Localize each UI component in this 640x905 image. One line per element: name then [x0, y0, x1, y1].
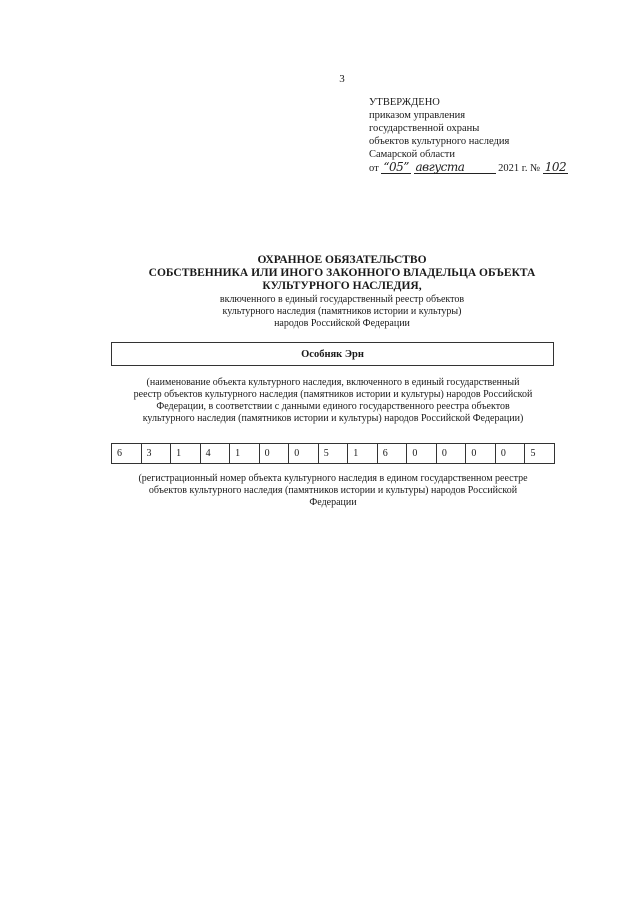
date-month-handwritten: августа [414, 161, 496, 174]
reg-digit-cell: 6 [112, 444, 142, 463]
subtitle-line: культурного наследия (памятников истории и культуры) [222, 306, 462, 317]
subtitle-line: народов Российской Федерации [274, 318, 410, 329]
order-number-handwritten: 102 [544, 160, 567, 174]
caption-line: (регистрационный номер объекта культурного наследия в едином государственном реестре [138, 473, 528, 484]
title-line: КУЛЬТУРНОГО НАСЛЕДИЯ, [262, 280, 422, 292]
reg-digit-cell: 1 [230, 444, 260, 463]
reg-digit-cell: 0 [496, 444, 526, 463]
approval-line: государственной охраны [369, 123, 480, 134]
caption-line: объектов культурного наследия (памятников истории и культуры) народов Российской [148, 485, 518, 496]
reg-digit-cell: 5 [319, 444, 349, 463]
date-day-handwritten: “05” [383, 160, 409, 174]
date-prefix: от [369, 163, 379, 174]
registration-number-caption [105, 473, 561, 509]
object-name-box [111, 342, 554, 366]
document-subtitle [0, 294, 640, 330]
page-number: 3 [339, 73, 345, 85]
reg-digit-cell: 0 [466, 444, 496, 463]
reg-digit-cell: 4 [201, 444, 231, 463]
approval-line: объектов культурного наследия [369, 136, 510, 147]
document-title [0, 254, 640, 293]
registration-number-grid [111, 443, 555, 464]
subtitle-line: включенного в единый государственный реестр объектов [219, 294, 465, 305]
approval-line: Самарской области [369, 149, 455, 160]
object-name-caption [105, 377, 561, 425]
caption-line: Федерации [309, 497, 357, 508]
title-line: СОБСТВЕННИКА ИЛИ ИНОГО ЗАКОННОГО ВЛАДЕЛЬЦА ОБЪЕКТА [148, 267, 536, 279]
caption-line: Федерации, в соответствии с данными единого государственного реестра объектов [156, 401, 510, 412]
reg-digit-cell: 0 [260, 444, 290, 463]
caption-line: культурного наследия (памятников истории и культуры) народов Российской Федерации) [142, 413, 524, 424]
reg-digit-cell: 0 [437, 444, 467, 463]
reg-digit-cell: 5 [530, 448, 536, 459]
caption-line: (наименование объекта культурного наследия, включенного в единый государственный [146, 377, 520, 388]
date-year: 2021 г. [498, 163, 528, 174]
reg-digit-cell: 0 [289, 444, 319, 463]
approval-line: приказом управления [369, 110, 466, 121]
caption-line: реестр объектов культурного наследия (памятников истории и культуры) народов Российской [133, 389, 533, 400]
approval-date-line [369, 161, 609, 175]
approval-block [369, 96, 609, 175]
number-prefix: № [530, 163, 541, 174]
title-line: ОХРАННОЕ ОБЯЗАТЕЛЬСТВО [257, 254, 427, 266]
object-name: Особняк Эрн [301, 348, 364, 360]
approval-heading: УТВЕРЖДЕНО [369, 97, 440, 108]
reg-digit-cell: 6 [378, 444, 408, 463]
reg-digit-cell: 0 [407, 444, 437, 463]
reg-digit-cell: 1 [348, 444, 378, 463]
reg-digit-cell: 1 [171, 444, 201, 463]
reg-digit-cell: 3 [142, 444, 172, 463]
